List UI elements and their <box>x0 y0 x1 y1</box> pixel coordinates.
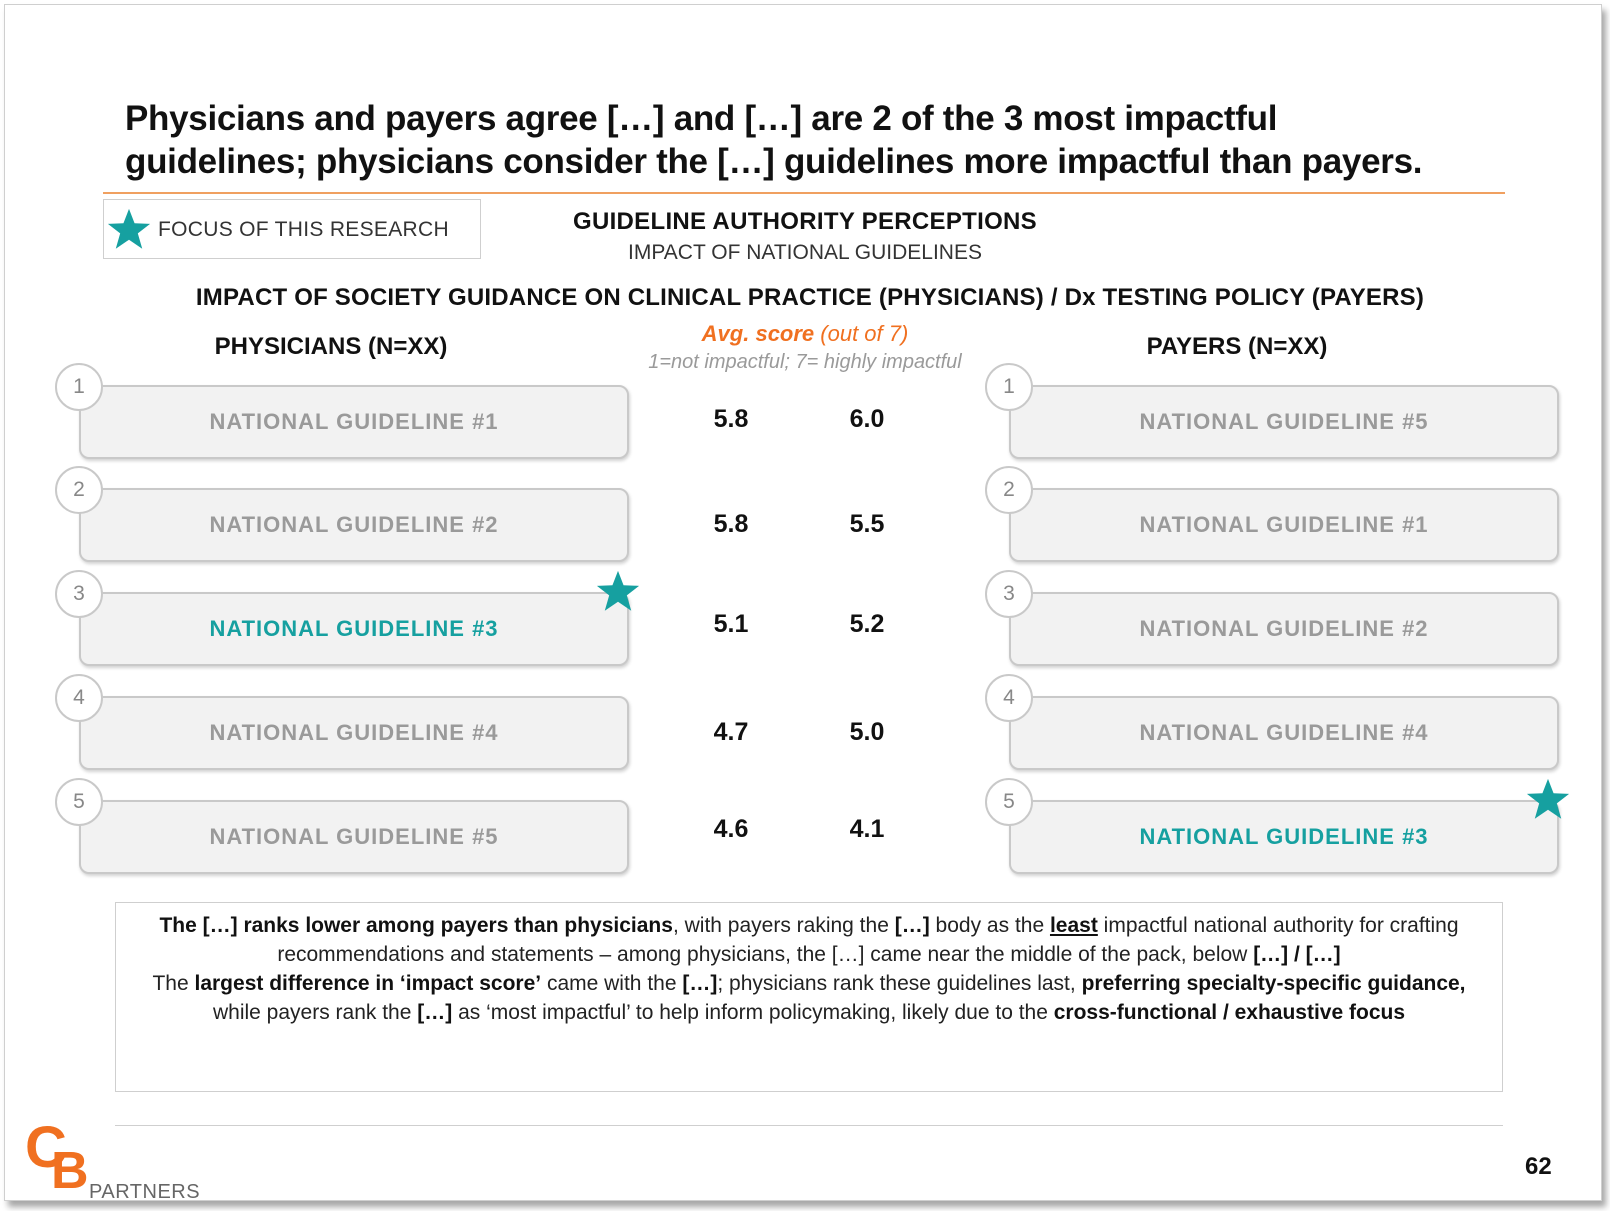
payers-column-header: PAYERS (N=XX) <box>1146 333 1328 360</box>
logo-letter-b: B <box>51 1142 89 1200</box>
summary-box <box>115 902 1503 1092</box>
physicians-rank-number: 4 <box>55 674 103 722</box>
summary-text: body as the <box>929 914 1050 937</box>
page-number: 62 <box>1525 1153 1552 1180</box>
star-icon <box>595 568 641 614</box>
summary-text: as ‘most impactful’ to help inform policymaking, likely due to the <box>452 1001 1054 1024</box>
physicians-score: 4.6 <box>713 815 749 843</box>
section-subheading: IMPACT OF NATIONAL GUIDELINES <box>628 241 982 264</box>
physicians-guideline-box <box>79 592 629 666</box>
payers-score: 4.1 <box>849 815 885 843</box>
summary-text: came with the <box>541 972 683 995</box>
payers-guideline-box <box>1009 385 1559 459</box>
physicians-score: 5.1 <box>713 610 749 638</box>
slide-title <box>125 97 1505 183</box>
physicians-guideline-box <box>79 385 629 459</box>
payers-score: 6.0 <box>849 405 885 433</box>
payers-rank-number: 4 <box>985 674 1033 722</box>
summary-text: impactful national authority for crafting recommendations and statements – among physicians, the […] came near the middle of the pack, below <box>277 914 1459 966</box>
physicians-guideline-label: NATIONAL GUIDELINE #1 <box>209 409 499 434</box>
footer-divider <box>115 1125 1503 1126</box>
summary-text: , with payers raking the <box>672 914 895 937</box>
summary-paragraph-1 <box>130 911 1488 969</box>
summary-bold: […] / […] <box>1253 943 1341 966</box>
physicians-guideline-label: NATIONAL GUIDELINE #2 <box>209 512 499 537</box>
title-line-1: Physicians and payers agree […] and […] are 2 of the 3 most impactful <box>125 99 1278 138</box>
physicians-guideline-label: NATIONAL GUIDELINE #3 <box>209 616 499 641</box>
focus-legend-label: FOCUS OF THIS RESEARCH <box>158 218 449 241</box>
payers-guideline-box <box>1009 488 1559 562</box>
logo-text: PARTNERS <box>89 1181 201 1203</box>
title-line-2: guidelines; physicians consider the […] guidelines more impactful than payers. <box>125 142 1423 181</box>
impact-description: IMPACT OF SOCIETY GUIDANCE ON CLINICAL PRACTICE (PHYSICIANS) / Dx TESTING POLICY (PAYERS) <box>195 284 1425 311</box>
payers-guideline-box <box>1009 696 1559 770</box>
physicians-score: 5.8 <box>713 510 749 538</box>
payers-guideline-box <box>1009 800 1559 874</box>
physicians-score: 4.7 <box>713 718 749 746</box>
physicians-guideline-box <box>79 488 629 562</box>
payers-guideline-label: NATIONAL GUIDELINE #5 <box>1139 409 1429 434</box>
physicians-rank-number: 5 <box>55 778 103 826</box>
physicians-column-header: PHYSICIANS (N=XX) <box>214 333 448 360</box>
payers-guideline-label: NATIONAL GUIDELINE #2 <box>1139 616 1429 641</box>
physicians-rank-number: 2 <box>55 466 103 514</box>
slide <box>4 4 1602 1201</box>
summary-paragraph-2 <box>130 969 1488 1027</box>
summary-bold: […] <box>682 972 718 995</box>
summary-bold: The […] ranks lower among payers than physicians <box>159 914 673 937</box>
physicians-guideline-box <box>79 800 629 874</box>
payers-score: 5.5 <box>849 510 885 538</box>
payers-score: 5.0 <box>849 718 885 746</box>
summary-bold: preferring specialty-specific guidance, <box>1081 972 1466 995</box>
payers-rank-number: 3 <box>985 570 1033 618</box>
physicians-rank-number: 3 <box>55 570 103 618</box>
star-icon <box>1525 776 1571 822</box>
star-icon <box>106 206 152 252</box>
avg-score-bold: Avg. score <box>701 321 815 346</box>
logo-letter-c: C <box>25 1115 67 1180</box>
summary-text: The <box>152 972 195 995</box>
summary-text: while payers rank the <box>212 1001 418 1024</box>
payers-guideline-label: NATIONAL GUIDELINE #4 <box>1139 720 1429 745</box>
payers-score: 5.2 <box>849 610 885 638</box>
avg-score-label <box>605 321 1005 347</box>
summary-bold: […] <box>894 914 930 937</box>
focus-legend <box>103 199 481 259</box>
physicians-guideline-label: NATIONAL GUIDELINE #4 <box>209 720 499 745</box>
payers-guideline-label: NATIONAL GUIDELINE #3 <box>1139 824 1429 849</box>
summary-bold: largest difference in ‘impact score’ <box>194 972 542 995</box>
summary-bold: cross-functional / exhaustive focus <box>1053 1001 1406 1024</box>
summary-bold: […] <box>417 1001 453 1024</box>
section-heading: GUIDELINE AUTHORITY PERCEPTIONS <box>572 208 1037 235</box>
payers-rank-number: 1 <box>985 363 1033 411</box>
physicians-score: 5.8 <box>713 405 749 433</box>
physicians-guideline-label: NATIONAL GUIDELINE #5 <box>209 824 499 849</box>
payers-guideline-label: NATIONAL GUIDELINE #1 <box>1139 512 1429 537</box>
physicians-guideline-box <box>79 696 629 770</box>
summary-underline: least <box>1049 914 1098 937</box>
summary-text: ; physicians rank these guidelines last, <box>717 972 1082 995</box>
payers-guideline-box <box>1009 592 1559 666</box>
physicians-rank-number: 1 <box>55 363 103 411</box>
payers-rank-number: 2 <box>985 466 1033 514</box>
avg-score-rest: (out of 7) <box>814 321 909 346</box>
title-divider <box>103 192 1505 194</box>
scale-note: 1=not impactful; 7= highly impactful <box>648 351 962 373</box>
payers-rank-number: 5 <box>985 778 1033 826</box>
